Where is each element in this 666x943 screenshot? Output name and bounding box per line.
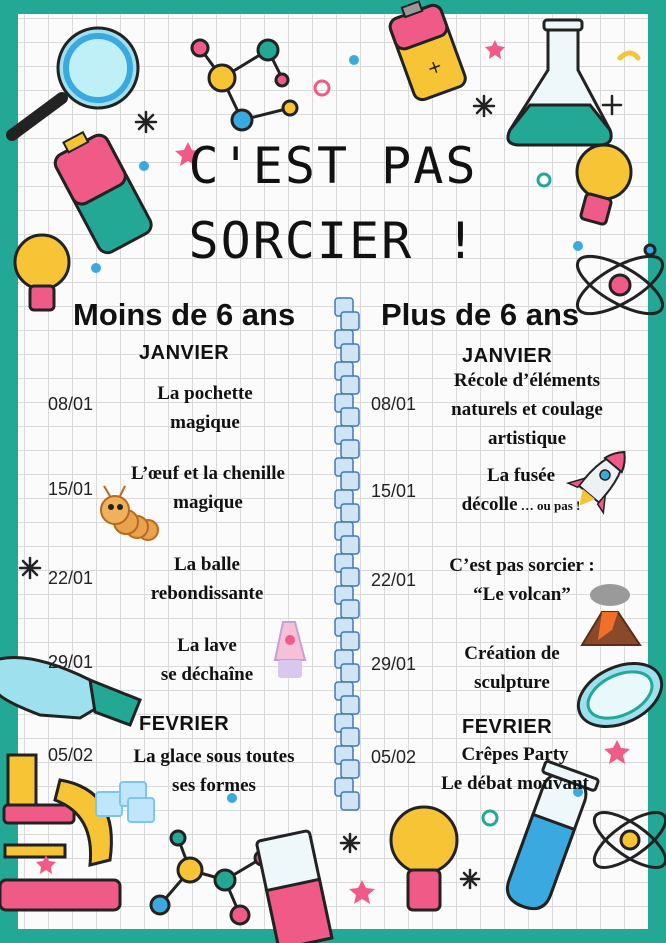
battery-icon-top — [385, 0, 468, 102]
left-month-janvier: JANVIER — [139, 342, 230, 364]
left-date-3: 22/01 — [48, 568, 94, 588]
left-activity-2: L’œuf et la chenille magique — [131, 463, 285, 513]
right-date-5: 05/02 — [371, 747, 417, 767]
ice-cube-column — [335, 298, 359, 810]
right-month-janvier: JANVIER — [462, 345, 553, 367]
microscope-icon — [0, 755, 120, 910]
left-column-heading: Moins de 6 ans — [73, 297, 296, 332]
left-activity-3: La balle rebondissante — [150, 554, 264, 604]
right-activity-5: Crêpes Party Le débat mouvant — [441, 744, 589, 794]
ice-cube-divider — [335, 298, 359, 810]
atom-icon-bottom — [586, 803, 666, 877]
left-activity-1: La pochette magique — [157, 383, 253, 433]
right-date-1: 08/01 — [371, 394, 417, 414]
light-bulb-icon-bottom — [391, 807, 457, 910]
left-date-5: 05/02 — [48, 745, 94, 765]
right-activity-1: Récole d’éléments naturels et coulage artistique — [451, 370, 603, 449]
right-month-fevrier: FEVRIER — [462, 716, 553, 738]
svg-text:+: + — [424, 55, 446, 80]
test-tube-icon-bottom — [256, 830, 332, 943]
left-activity-5: La glace sous toutes ses formes — [133, 746, 295, 796]
right-column-heading: Plus de 6 ans — [381, 297, 580, 332]
right-date-3: 22/01 — [371, 570, 417, 590]
poster-title-line-1: C'EST PAS — [188, 137, 478, 195]
right-date-4: 29/01 — [371, 654, 417, 674]
left-date-1: 08/01 — [48, 394, 94, 414]
right-date-2: 15/01 — [371, 481, 417, 501]
left-date-2: 15/01 — [48, 479, 94, 499]
poster-title-line-2: SORCIER ! — [188, 212, 478, 270]
left-date-4: 29/01 — [48, 652, 94, 672]
right-activity-4: Création de sculpture — [464, 643, 560, 693]
left-activity-4: La lave se déchaîne — [160, 635, 254, 685]
right-activity-3: C’est pas sorcier : “Le volcan” — [449, 555, 595, 605]
molecule-icon-bottom — [151, 831, 269, 924]
magnifying-glass-icon — [12, 28, 138, 135]
flask-icon — [508, 20, 611, 145]
molecule-icon-top — [192, 40, 297, 130]
right-activity-2: La fusée décolle … ou pas ! — [461, 465, 581, 515]
left-month-fevrier: FEVRIER — [139, 713, 230, 735]
